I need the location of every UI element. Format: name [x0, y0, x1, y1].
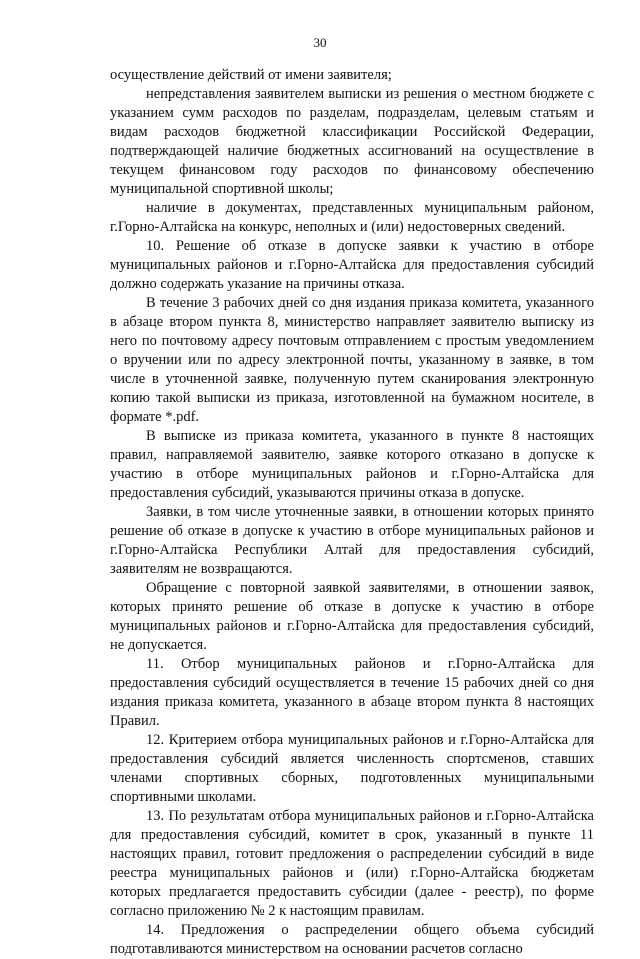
- paragraph-item-11: 11. Отбор муниципальных районов и г.Горно-Алтайска для предоставления субсидий осуществляется в течение 15 рабочих дней со дня издания приказа комитета, указанного в абзаце втором пункта 8 настоящих Правил.: [110, 656, 594, 729]
- paragraph-extract-reasons: В выписке из приказа комитета, указанного в пункте 8 настоящих правил, направляемой заявителю, заявке которого отказано в допуске к участию в отборе муниципальных районов и г.Горно-Алтайска для предоставления субсидий, указываются причины отказа в допуске.: [110, 428, 594, 501]
- paragraph-applications-not-returned: Заявки, в том числе уточненные заявки, в отношении которых принято решение об отказе в допуске к участию в отборе муниципальных районов и г.Горно-Алтайска Республики Алтай для предоставления субсидий, заявителям не возвращаются.: [110, 504, 594, 577]
- paragraph-budget-extract-condition: непредставления заявителем выписки из решения о местном бюджете с указанием сумм расходов по разделам, подразделам, целевым статьям и видам расходов бюджетной классификации Российской Федерации, подтверждающей наличие бюджетных ассигнований на осуществление в текущем финансовом году расходов по финансовому обеспечению муниципальной спортивной школы;: [110, 86, 594, 197]
- paragraph-item-10: 10. Решение об отказе в допуске заявки к участию в отборе муниципальных районов и г.Горно-Алтайска для предоставления субсидий должно содержать указание на причины отказа.: [110, 238, 594, 292]
- paragraph-item-14: 14. Предложения о распределении общего объема субсидий подготавливаются министерством на основании расчетов согласно: [110, 922, 594, 957]
- document-body: [110, 66, 594, 959]
- paragraph-item-13: 13. По результатам отбора муниципальных районов и г.Горно-Алтайска для предоставления субсидий, комитет в срок, указанный в пункте 11 настоящих правил, готовит предложения о распределении субсидий в виде реестра муниципальных районов и (или) г.Горно-Алтайска бюджетам которых предлагается предоставить субсидии (далее - реестр), по форме согласно приложению № 2 к настоящим правилам.: [110, 808, 594, 919]
- page-number: 30: [313, 35, 327, 50]
- paragraph-repeat-application: Обращение с повторной заявкой заявителями, в отношении заявок, которых принято решение об отказе в допуске к участию в отборе муниципальных районов и г.Горно-Алтайска для предоставления субсидий, не допускается.: [110, 580, 594, 653]
- paragraph-incomplete-data-condition: наличие в документах, представленных муниципальным районом, г.Горно-Алтайска на конкурс, неполных и (или) недостоверных сведений.: [110, 200, 594, 235]
- paragraph-continuation: осуществление действий от имени заявителя;: [110, 67, 392, 83]
- paragraph-notification-period: В течение 3 рабочих дней со дня издания приказа комитета, указанного в абзаце втором пункта 8, министерство направляет заявителю выписку из него по почтовому адресу почтовым отправлением с простым уведомлением о вручении или по адресу электронной почты, указанному в заявке, в том числе в уточненной заявке, полученную путем сканирования электронную копию такой выписки из приказа, изготовленной на бумажном носителе, в формате *.pdf.: [110, 295, 594, 425]
- paragraph-item-12: 12. Критерием отбора муниципальных районов и г.Горно-Алтайска для предоставления субсидий является численность спортсменов, ставших членами спортивных сборных, подготовленных муниципальными спортивными школами.: [110, 732, 594, 805]
